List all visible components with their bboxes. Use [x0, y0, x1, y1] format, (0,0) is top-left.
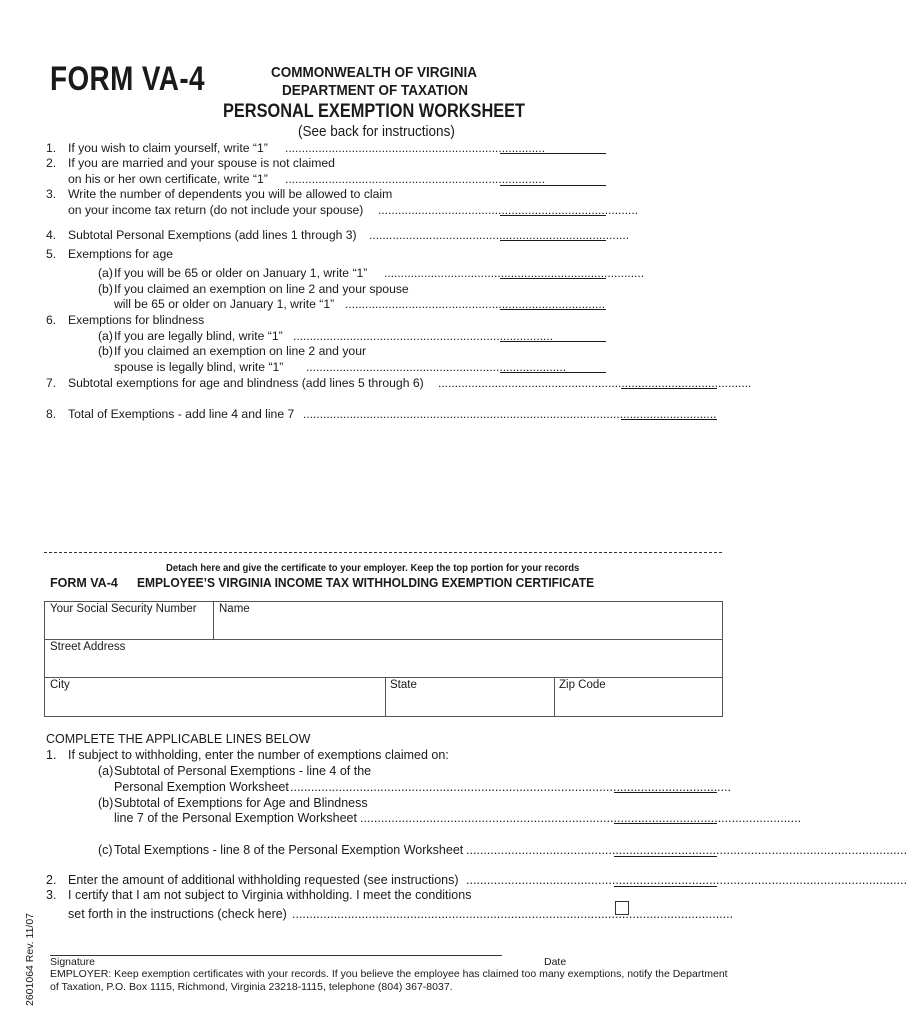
form-title: FORM VA-4 [50, 60, 205, 98]
line-sub-label: (a) [98, 764, 114, 778]
worksheet-line-5 [46, 247, 173, 261]
line-text: If you are married and your spouse is not claimed [68, 156, 335, 170]
date-label: Date [544, 956, 567, 968]
cert-line-1b [46, 796, 368, 810]
cert-line-2-blank[interactable] [614, 886, 717, 887]
cert-line-1b-cont [46, 811, 357, 825]
worksheet-title: PERSONAL EXEMPTION WORKSHEET [223, 101, 526, 122]
certificate-title: EMPLOYEE’S VIRGINIA INCOME TAX WITHHOLDING EXEMPTION CERTIFICATE [137, 576, 595, 590]
cert-line-3 [46, 888, 471, 902]
line-text: will be 65 or older on January 1, write “1” [114, 297, 335, 311]
city-field[interactable] [44, 677, 386, 717]
line-text: Total Exemptions - line 8 of the Personal Exemption Worksheet [114, 843, 464, 857]
cert-line-1c-blank[interactable] [614, 856, 717, 857]
form-revision-code: 2601064 Rev. 11/07 [24, 912, 36, 1006]
detach-line [44, 552, 722, 553]
line-text: line 7 of the Personal Exemption Worksheet [114, 811, 357, 825]
worksheet-line-3-cont [46, 203, 363, 217]
line-text: If you are legally blind, write “1” [114, 329, 283, 343]
worksheet-line-2-cont [46, 172, 268, 186]
line-6a-blank[interactable] [500, 341, 606, 342]
worksheet-line-5b [46, 282, 409, 296]
signature-label: Signature [50, 956, 95, 968]
name-label: Name [219, 603, 250, 615]
line-number: 1. [46, 141, 57, 155]
leader-dots: ............................................................................................................................ [303, 407, 717, 421]
cert-line-2 [46, 873, 459, 887]
line-text: If you will be 65 or older on January 1, write “1” [114, 266, 368, 280]
line-number: 3. [46, 187, 57, 201]
worksheet-line-4 [46, 228, 357, 242]
worksheet-line-3 [46, 187, 392, 201]
not-subject-checkbox[interactable] [615, 901, 629, 915]
line-sub-label: (b) [98, 344, 113, 358]
line-text: I certify that I am not subject to Virginia withholding. I meet the conditions [68, 888, 472, 902]
line-number: 2. [46, 156, 57, 170]
line-text: If you wish to claim yourself, write “1” [68, 141, 268, 155]
worksheet-line-5b-cont [46, 297, 334, 311]
line-text: Enter the amount of additional withholding requested (see instructions) [68, 873, 459, 887]
cert-line-3-cont [46, 907, 287, 921]
line-8-blank[interactable] [621, 419, 717, 420]
worksheet-line-6 [46, 313, 204, 327]
line-5a-blank[interactable] [500, 278, 606, 279]
line-2-blank[interactable] [500, 185, 606, 186]
line-text: Subtotal of Personal Exemptions - line 4 of the [114, 764, 372, 778]
line-number: 3. [46, 888, 57, 902]
leader-dots: .............................................................................. [369, 228, 630, 242]
leader-dots: .............................................................................. [293, 329, 554, 343]
line-text: Subtotal of Exemptions for Age and Blindness [114, 796, 368, 810]
leader-dots: .............................................................................. [384, 266, 645, 280]
worksheet-line-6a [46, 329, 283, 343]
detach-note: Detach here and give the certificate to your employer. Keep the top portion for your records [166, 563, 580, 574]
cert-line-1a-blank[interactable] [614, 792, 717, 793]
line-text: Total of Exemptions - add line 4 and line 7 [68, 407, 295, 421]
leader-dots: .............................................................................. [306, 360, 567, 374]
signature-line[interactable] [50, 955, 502, 956]
line-7-blank[interactable] [621, 388, 717, 389]
line-number: 1. [46, 748, 57, 762]
state-label: State [390, 679, 417, 691]
worksheet-line-6b [46, 344, 366, 358]
leader-dots: ............................................................................................................................... [290, 780, 732, 794]
line-number: 5. [46, 247, 57, 261]
line-sub-label: (b) [98, 282, 113, 296]
line-text: set forth in the instructions (check here) [68, 907, 287, 921]
leader-dots: .............................................................................. [285, 141, 546, 155]
line-3-blank[interactable] [500, 215, 606, 216]
line-sub-label: (a) [98, 329, 113, 343]
cert-line-1a-cont [46, 780, 289, 794]
line-number: 4. [46, 228, 57, 242]
leader-dots: ............................................................................................................................... [466, 843, 907, 857]
certificate-form-label: FORM VA-4 [50, 576, 118, 590]
line-text: Subtotal exemptions for age and blindness (add lines 5 through 6) [68, 376, 424, 390]
worksheet-line-1 [46, 141, 268, 155]
leader-dots: ............................................................................................................................... [466, 873, 907, 887]
street-address-field[interactable] [44, 639, 723, 678]
leader-dots: ............................................................................................................................... [360, 811, 802, 825]
line-number: 7. [46, 376, 57, 390]
street-address-label: Street Address [50, 641, 126, 653]
line-text: spouse is legally blind, write “1” [114, 360, 284, 374]
worksheet-line-6b-cont [46, 360, 283, 374]
zip-code-label: Zip Code [559, 679, 606, 691]
leader-dots: .............................................................................. [378, 203, 639, 217]
line-6b-blank[interactable] [500, 372, 606, 373]
city-label: City [50, 679, 70, 691]
employer-note: EMPLOYER: Keep exemption certificates with your records. If you believe the employee has claimed too many exemptions, notify the Department of Taxation, P.O. Box 1115, Richmond, Virginia 23218-1115, telephone (804) 367-8037. [50, 968, 728, 993]
line-text: Exemptions for age [68, 247, 174, 261]
line-text: If you claimed an exemption on line 2 and your spouse [114, 282, 409, 296]
leader-dots: .............................................................................................. [438, 376, 752, 390]
line-text: Personal Exemption Worksheet [114, 780, 289, 794]
line-1-blank[interactable] [500, 153, 606, 154]
line-text: If subject to withholding, enter the number of exemptions claimed on: [68, 748, 449, 762]
line-sub-label: (a) [98, 266, 113, 280]
leader-dots: ............................................................................................................................... [292, 907, 734, 921]
line-sub-label: (c) [98, 843, 113, 857]
line-number: 6. [46, 313, 57, 327]
org-name-line1: COMMONWEALTH OF VIRGINIA [271, 64, 477, 81]
line-sub-label: (b) [98, 796, 114, 810]
line-text: on his or her own certificate, write “1” [68, 172, 268, 186]
line-4-blank[interactable] [500, 240, 606, 241]
line-text: Subtotal Personal Exemptions (add lines 1 through 3) [68, 228, 357, 242]
line-text: Write the number of dependents you will be allowed to claim [68, 187, 393, 201]
line-5b-blank[interactable] [500, 309, 606, 310]
line-text: Exemptions for blindness [68, 313, 205, 327]
cert-line-1c [46, 843, 463, 857]
worksheet-subtitle: (See back for instructions) [298, 123, 455, 140]
line-number: 8. [46, 407, 57, 421]
worksheet-line-2 [46, 156, 335, 170]
cert-line-1a [46, 764, 371, 778]
complete-heading: COMPLETE THE APPLICABLE LINES BELOW [46, 732, 311, 746]
leader-dots: .............................................................................. [285, 172, 546, 186]
line-text: on your income tax return (do not include your spouse) [68, 203, 364, 217]
org-name-line2: DEPARTMENT OF TAXATION [282, 82, 468, 99]
worksheet-line-7 [46, 376, 424, 390]
ssn-label: Your Social Security Number [50, 603, 197, 615]
line-text: If you claimed an exemption on line 2 and your [114, 344, 367, 358]
worksheet-line-5a [46, 266, 367, 280]
worksheet-line-8 [46, 407, 294, 421]
line-number: 2. [46, 873, 57, 887]
leader-dots: .............................................................................. [345, 297, 606, 311]
cert-line-1 [46, 748, 449, 762]
cert-line-1b-blank[interactable] [614, 823, 717, 824]
name-field[interactable] [213, 601, 723, 640]
